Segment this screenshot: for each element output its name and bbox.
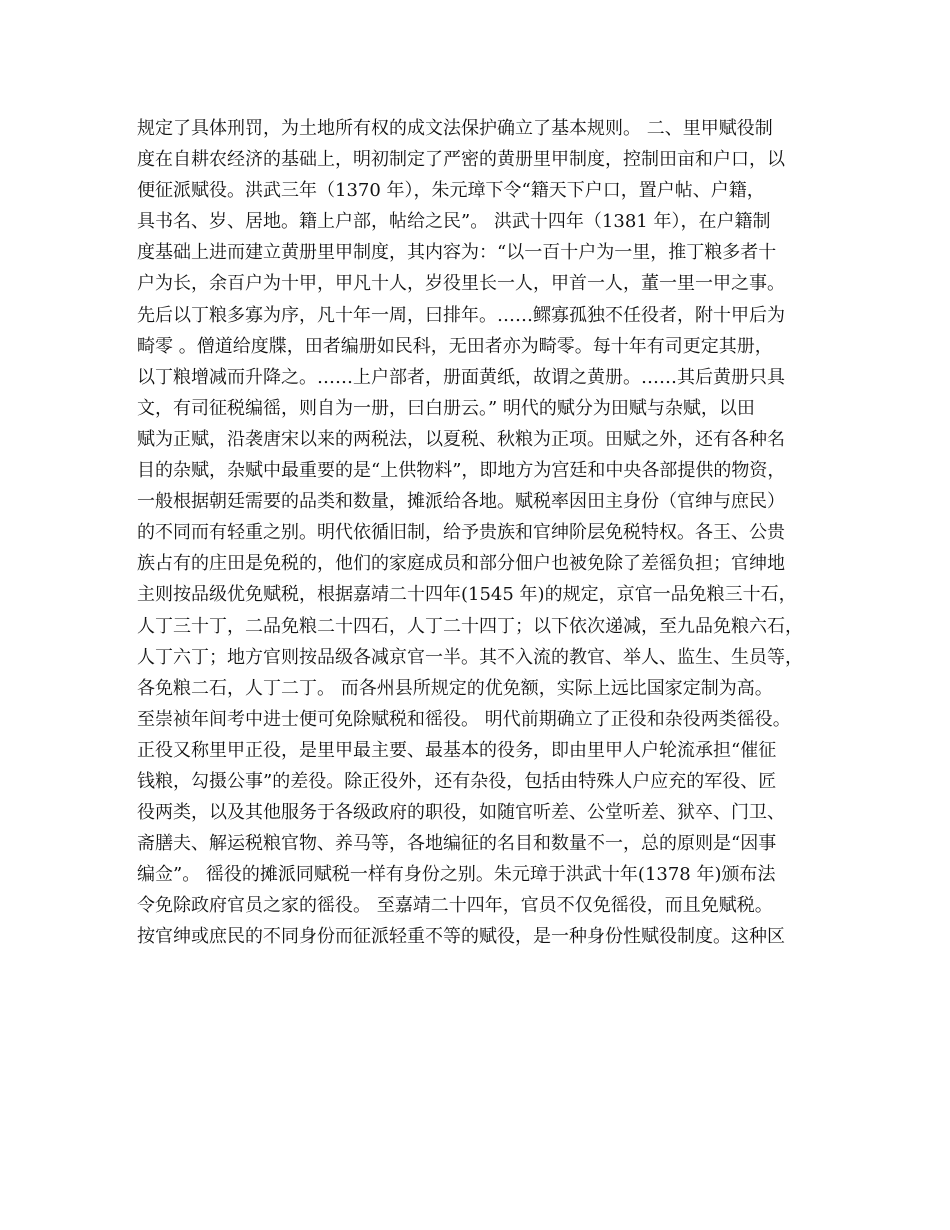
text-line: 人丁六丁；地方官则按品级各减京官一半。其不入流的教官、举人、监生、生员等，	[137, 646, 803, 668]
text-line: 先后以丁粮多寡为序，凡十年一周，曰排年。……鳏寡孤独不任役者，附十甲后为	[137, 304, 785, 326]
text-line: 户为长，余百户为十甲，甲凡十人，岁役里长一人，甲首一人，董一里一甲之事。	[137, 273, 785, 295]
text-line: 便征派赋役。洪武三年（1370 年），朱元璋下令“籍天下户口，置户帖、户籍，	[137, 180, 765, 202]
text-line: 赋为正赋，沿袭唐宋以来的两税法，以夏税、秋粮为正项。田赋之外，还有各种名	[137, 428, 785, 450]
text-line: 畸零 。僧道给度牒，田者编册如民科，无田者亦为畸零。每十年有司更定其册，	[137, 335, 773, 357]
text-line: 各免粮二石，人丁二丁。 而各州县所规定的优免额，实际上远比国家定制为高。	[137, 677, 773, 699]
text-line: 正役又称里甲正役，是里甲最主要、最基本的役务，即由里甲人户轮流承担“催征	[137, 739, 777, 761]
text-line: 钱粮，勾摄公事”的差役。除正役外，还有杂役，包括由特殊人户应充的军役、匠	[137, 770, 777, 792]
text-line: 按官绅或庶民的不同身份而征派轻重不等的赋役，是一种身份性赋役制度。这种区	[137, 926, 785, 948]
text-line: 主则按品级优免赋税，根据嘉靖二十四年(1545 年)的规定，京官一品免粮三十石，	[137, 584, 797, 606]
text-line: 具书名、岁、居地。籍上户部，帖给之民”。 洪武十四年（1381 年），在户籍制	[137, 211, 771, 233]
body-text	[137, 113, 827, 953]
text-line: 的不同而有轻重之别。明代依循旧制，给予贵族和官绅阶层免税特权。各王、公贵	[137, 522, 785, 544]
text-line: 斋膳夫、解运税粮官物、养马等，各地编征的名目和数量不一，总的原则是“因事	[137, 833, 777, 855]
text-line: 一般根据朝廷需要的品类和数量，摊派给各地。赋税率因田主身份（官绅与庶民）	[137, 491, 785, 513]
text-line: 令免除政府官员之家的徭役。 至嘉靖二十四年，官员不仅免徭役，而且免赋税。	[137, 895, 773, 917]
text-line: 编佥”。 徭役的摊派同赋税一样有身份之别。朱元璋于洪武十年(1378 年)颁布法	[137, 864, 776, 886]
text-line: 族占有的庄田是免税的，他们的家庭成员和部分佃户也被免除了差徭负担；官绅地	[137, 553, 785, 575]
text-line: 役两类，以及其他服务于各级政府的职役，如随官听差、公堂听差、狱卒、门卫、	[137, 802, 785, 824]
text-line: 度在自耕农经济的基础上，明初制定了严密的黄册里甲制度，控制田亩和户口，以	[137, 149, 785, 171]
text-line: 规定了具体刑罚，为土地所有权的成文法保护确立了基本规则。 二、里甲赋役制	[137, 118, 773, 139]
text-line: 至崇祯年间考中进士便可免除赋税和徭役。 明代前期确立了正役和杂役两类徭役。	[137, 708, 791, 730]
text-line: 文，有司征税编徭，则自为一册，曰白册云。” 明代的赋分为田赋与杂赋，以田	[137, 397, 755, 419]
text-line: 人丁三十丁，二品免粮二十四石，人丁二十四丁；以下依次递减，至九品免粮六石，	[137, 615, 803, 637]
text-line: 以丁粮增减而升降之。……上户部者，册面黄纸，故谓之黄册。……其后黄册只具	[137, 366, 785, 388]
text-line: 度基础上进而建立黄册里甲制度，其内容为：“以一百十户为一里，推丁粮多者十	[137, 242, 777, 264]
text-line: 目的杂赋，杂赋中最重要的是“上供物料”，即地方为宫廷和中央各部提供的物资，	[137, 460, 786, 482]
